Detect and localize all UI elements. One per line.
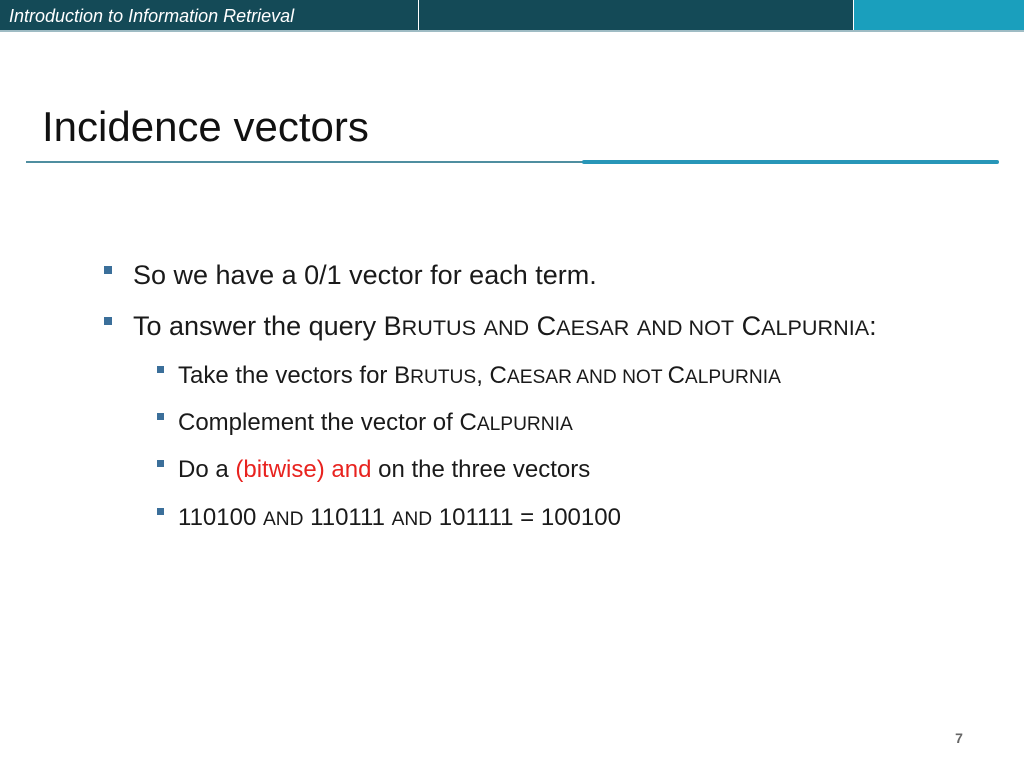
- query-term-calpurnia: CALPURNIA: [741, 311, 870, 341]
- header-segment-accent: [854, 0, 1024, 30]
- bullet-marker-icon: [104, 266, 112, 274]
- query-term-caesar: CAESAR: [536, 311, 630, 341]
- highlight-bitwise-and: (bitwise) and: [235, 456, 372, 483]
- sub-bullet-item: Do a (bitwise) and on the three vectors: [178, 456, 591, 483]
- sub-bullet-item: 110100 AND 110111 AND 101111 = 100100: [178, 504, 621, 531]
- sub-bullet-marker-icon: [157, 413, 164, 420]
- bullet-marker-icon: [104, 317, 112, 325]
- sub-bullet-marker-icon: [157, 508, 164, 515]
- query-operator-and-not: AND NOT: [636, 315, 735, 340]
- slide-title: Incidence vectors: [42, 103, 369, 150]
- page-number: 7: [955, 730, 963, 746]
- query-term-brutus: BRUTUS: [383, 311, 477, 341]
- sub-bullet-marker-icon: [157, 366, 164, 373]
- sub-bullet-marker-icon: [157, 460, 164, 467]
- bullet-item: [133, 258, 597, 292]
- header-segment-middle: [419, 0, 853, 30]
- bullet-text: So we have a 0/1 vector for each term.: [133, 260, 597, 290]
- title-underline: [26, 160, 999, 164]
- bullet-suffix: :: [869, 311, 877, 341]
- sub-bullet-item: Take the vectors for BRUTUS, CAESAR AND NOT CALPURNIA: [178, 362, 781, 389]
- query-operator-and: AND: [483, 315, 530, 340]
- bullet-item: [133, 309, 877, 345]
- course-title: Introduction to Information Retrieval: [9, 6, 295, 26]
- bullet-prefix: To answer the query: [133, 311, 384, 341]
- title-underline-thin: [26, 161, 586, 163]
- header-underline: [0, 30, 1024, 32]
- title-underline-thick: [582, 160, 999, 164]
- header-bar: [0, 0, 1024, 32]
- sub-bullet-item: Complement the vector of CALPURNIA: [178, 409, 573, 436]
